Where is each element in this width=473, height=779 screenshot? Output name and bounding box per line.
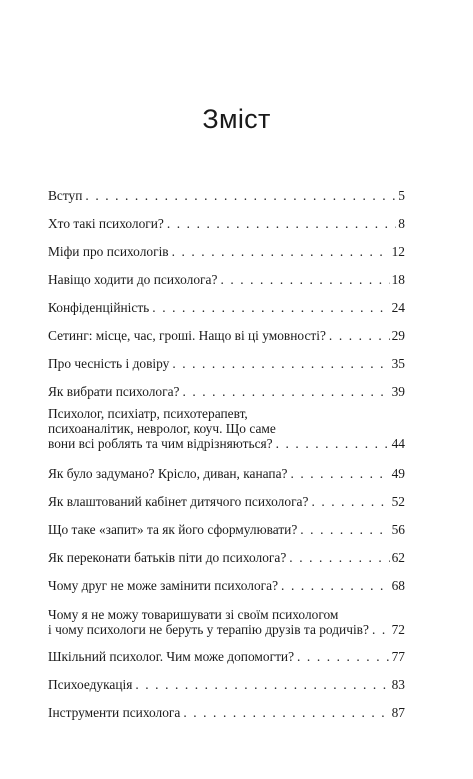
toc-entry-title: Сетинг: місце, час, гроші. Нащо ві ці умовності? <box>48 328 326 343</box>
toc-page-number: 72 <box>391 622 405 637</box>
dot-leader <box>135 677 389 692</box>
dot-leader <box>183 705 389 720</box>
toc-entry-title: Про чесність і довіру <box>48 356 170 371</box>
dot-leader <box>276 436 390 451</box>
dot-leader <box>329 328 390 343</box>
toc-page-number: 68 <box>391 578 405 593</box>
toc-entry-title: Чому друг не може замінити психолога? <box>48 578 279 593</box>
toc-entry-title: і чому психологи не беруть у терапію друзів та родичів? <box>48 622 369 637</box>
toc-page-number: 83 <box>391 677 405 692</box>
toc-page-number: 29 <box>391 328 405 343</box>
toc-entry[interactable] <box>48 356 405 371</box>
toc-entry-title-line: Чому я не можу товаришувати зі своїм психологом <box>48 607 339 622</box>
toc-entry[interactable] <box>48 649 405 664</box>
toc-entry[interactable] <box>48 677 405 692</box>
toc-entry-title: вони всі роблять та чим відрізняються? <box>48 436 273 451</box>
toc-entry[interactable] <box>48 300 405 315</box>
toc-entry-title: Як вибрати психолога? <box>48 384 180 399</box>
page-title: Зміст <box>202 104 271 134</box>
toc-page-number: 49 <box>391 466 405 481</box>
toc-entry-title: Інструменти психолога <box>48 705 181 720</box>
dot-leader <box>220 272 389 287</box>
toc-entry-title-line: Психолог, психіатр, психотерапевт, <box>48 406 248 421</box>
toc-page-number: 18 <box>391 272 405 287</box>
dot-leader <box>167 216 396 231</box>
toc-page-number: 12 <box>391 244 405 259</box>
toc-entry[interactable] <box>48 522 405 537</box>
toc-entry[interactable] <box>48 244 405 259</box>
dot-leader <box>289 550 389 565</box>
toc-entry-title: Як влаштований кабінет дитячого психолога? <box>48 494 309 509</box>
toc-page-number: 39 <box>391 384 405 399</box>
toc-page-number: 56 <box>391 522 405 537</box>
toc-entry-title: Навіщо ходити до психолога? <box>48 272 218 287</box>
toc-page-number: 52 <box>391 494 405 509</box>
toc-entry[interactable] <box>48 188 405 203</box>
toc-page-number: 5 <box>398 188 405 203</box>
toc-entry-title: Психоедукація <box>48 677 133 692</box>
toc-entry[interactable] <box>48 466 405 481</box>
toc-entry-title: Хто такі психологи? <box>48 216 164 231</box>
dot-leader <box>297 649 390 664</box>
dot-leader <box>85 188 396 203</box>
toc-entry-title-line: психоаналітик, невролог, коуч. Що саме <box>48 421 276 436</box>
toc-page-number: 35 <box>391 356 405 371</box>
toc-entry[interactable] <box>48 550 405 565</box>
toc-entry[interactable] <box>48 607 405 637</box>
toc-entry[interactable] <box>48 384 405 399</box>
toc-page-number: 44 <box>391 436 405 451</box>
toc-page-number: 24 <box>391 300 405 315</box>
dot-leader <box>182 384 389 399</box>
toc-page-number: 87 <box>391 705 405 720</box>
toc-entry[interactable] <box>48 578 405 593</box>
toc-entry[interactable] <box>48 494 405 509</box>
toc-entry[interactable] <box>48 216 405 231</box>
dot-leader <box>372 622 390 637</box>
toc-entry[interactable] <box>48 705 405 720</box>
dot-leader <box>152 300 389 315</box>
dot-leader <box>172 244 390 259</box>
dot-leader <box>281 578 390 593</box>
toc-entry[interactable] <box>48 328 405 343</box>
dot-leader <box>291 466 390 481</box>
toc-entry[interactable] <box>48 272 405 287</box>
toc-entry-title: Як було задумано? Крісло, диван, канапа? <box>48 466 288 481</box>
dot-leader <box>311 494 389 509</box>
toc-entry-title: Конфіденційність <box>48 300 150 315</box>
toc-entry-title: Шкільний психолог. Чим може допомогти? <box>48 649 295 664</box>
toc-entry-title: Як переконати батьків піти до психолога? <box>48 550 287 565</box>
toc-entry-title: Що таке «запит» та як його сформулювати? <box>48 522 298 537</box>
dot-leader <box>172 356 389 371</box>
toc-entry-title: Вступ <box>48 188 83 203</box>
toc-page-number: 77 <box>391 649 405 664</box>
toc-entry-title: Міфи про психологів <box>48 244 169 259</box>
toc-page-number: 62 <box>391 550 405 565</box>
toc-entry[interactable] <box>48 406 405 451</box>
dot-leader <box>300 522 389 537</box>
toc-page-number: 8 <box>398 216 405 231</box>
